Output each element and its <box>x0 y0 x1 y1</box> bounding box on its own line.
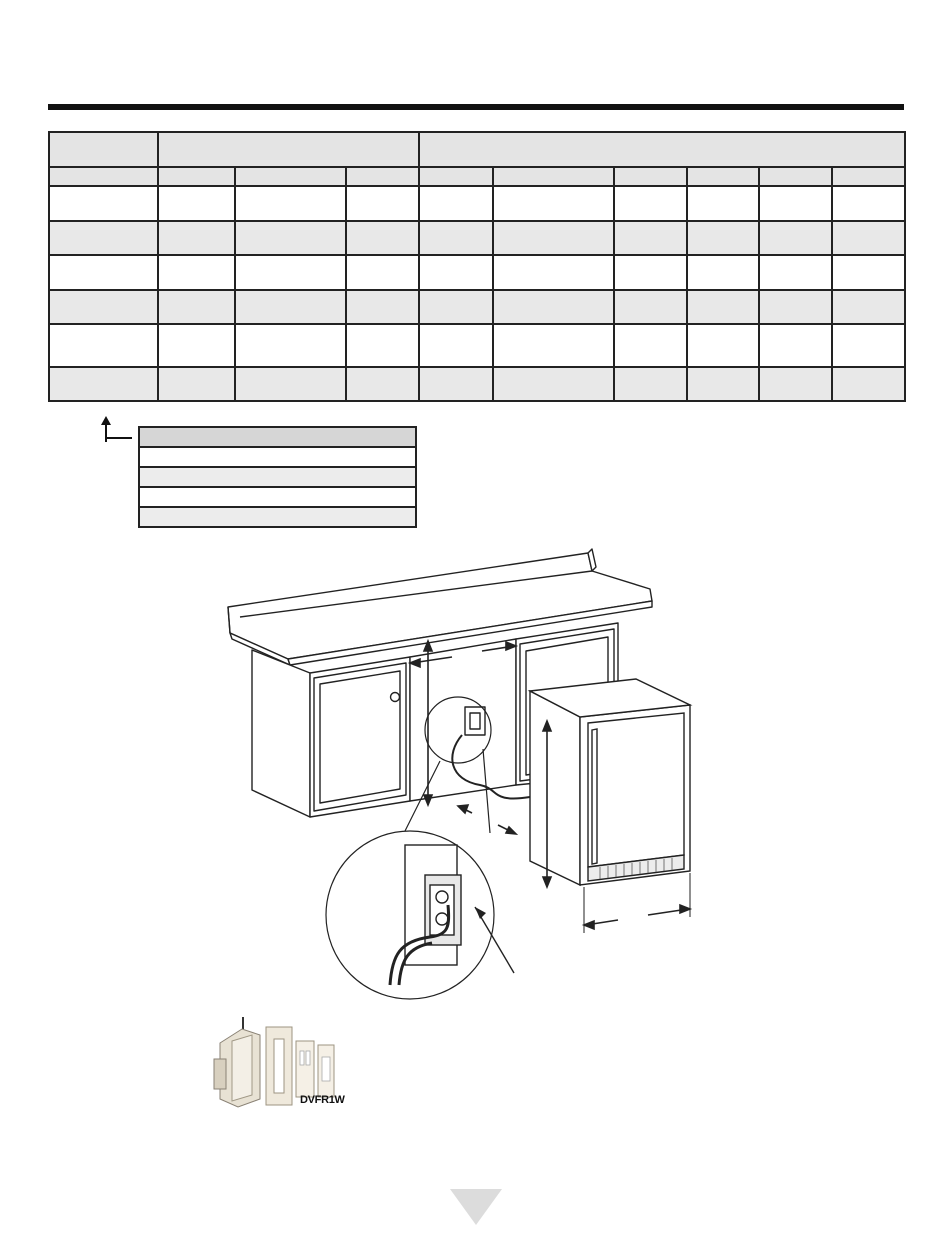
table-cell <box>832 255 905 290</box>
table-cell <box>614 367 687 401</box>
legend-header-row <box>139 427 416 447</box>
table-cell <box>419 290 493 324</box>
top-rule <box>48 104 904 110</box>
table-cell <box>614 324 687 367</box>
legend-cell <box>139 447 416 467</box>
table-cell <box>49 324 158 367</box>
table-cell <box>759 186 832 221</box>
legend-cell <box>139 427 416 447</box>
table-cell <box>49 290 158 324</box>
table-cell <box>346 221 419 255</box>
table-cell <box>687 367 759 401</box>
table-row <box>49 221 905 255</box>
legend-cell <box>139 487 416 507</box>
table-cell <box>419 221 493 255</box>
subheader-cell <box>832 167 905 186</box>
legend-row <box>139 447 416 467</box>
table-cell <box>687 324 759 367</box>
table-cell <box>235 186 346 221</box>
table-cell <box>493 324 614 367</box>
subheader-cell <box>235 167 346 186</box>
table-cell <box>687 290 759 324</box>
table-cell <box>346 290 419 324</box>
legend-row <box>139 507 416 527</box>
table-cell <box>759 367 832 401</box>
table-cell <box>235 324 346 367</box>
table-cell <box>493 255 614 290</box>
table-cell <box>419 367 493 401</box>
table-cell <box>235 221 346 255</box>
table-cell <box>158 367 235 401</box>
table-cell <box>346 367 419 401</box>
subheader-cell <box>158 167 235 186</box>
table-cell <box>493 290 614 324</box>
subheader-cell <box>346 167 419 186</box>
subheader-cell <box>49 167 158 186</box>
installation-illustration <box>200 545 720 1000</box>
table-cell <box>419 255 493 290</box>
product-code-label: DVFR1W <box>300 1094 345 1106</box>
callout-arrow-icon <box>96 414 136 444</box>
table-cell <box>158 324 235 367</box>
table-cell <box>49 186 158 221</box>
table-cell <box>158 221 235 255</box>
legend-row <box>139 467 416 487</box>
table-cell <box>419 186 493 221</box>
table-cell <box>759 255 832 290</box>
table-cell <box>687 186 759 221</box>
table-cell <box>493 367 614 401</box>
subheader-cell <box>493 167 614 186</box>
table-cell <box>158 255 235 290</box>
table-cell <box>614 290 687 324</box>
table-row <box>49 367 905 401</box>
table-subheader-row <box>49 167 905 186</box>
legend-table <box>138 426 417 528</box>
next-page-arrow-icon[interactable] <box>448 1187 504 1227</box>
table-cell <box>832 290 905 324</box>
subheader-cell <box>419 167 493 186</box>
subheader-cell <box>614 167 687 186</box>
table-cell <box>832 367 905 401</box>
table-cell <box>419 324 493 367</box>
table-cell <box>759 221 832 255</box>
table-cell <box>346 255 419 290</box>
spec-table <box>48 131 906 402</box>
table-cell <box>158 290 235 324</box>
table-cell <box>49 221 158 255</box>
table-cell <box>49 255 158 290</box>
table-header-row <box>49 132 905 167</box>
header-group-cell <box>419 132 905 167</box>
table-cell <box>493 186 614 221</box>
header-cell <box>49 132 158 167</box>
table-row <box>49 290 905 324</box>
table-cell <box>832 186 905 221</box>
legend-row <box>139 487 416 507</box>
table-cell <box>235 367 346 401</box>
table-cell <box>49 367 158 401</box>
table-cell <box>759 290 832 324</box>
table-cell <box>614 186 687 221</box>
table-cell <box>614 221 687 255</box>
table-row <box>49 186 905 221</box>
table-cell <box>832 324 905 367</box>
table-cell <box>346 324 419 367</box>
header-group-cell <box>158 132 419 167</box>
subheader-cell <box>687 167 759 186</box>
table-row <box>49 255 905 290</box>
table-cell <box>235 255 346 290</box>
table-cell <box>614 255 687 290</box>
table-cell <box>687 255 759 290</box>
table-cell <box>346 186 419 221</box>
table-row <box>49 324 905 367</box>
table-cell <box>493 221 614 255</box>
subheader-cell <box>759 167 832 186</box>
table-cell <box>832 221 905 255</box>
table-cell <box>235 290 346 324</box>
legend-cell <box>139 507 416 527</box>
table-cell <box>759 324 832 367</box>
table-cell <box>687 221 759 255</box>
table-cell <box>158 186 235 221</box>
legend-cell <box>139 467 416 487</box>
